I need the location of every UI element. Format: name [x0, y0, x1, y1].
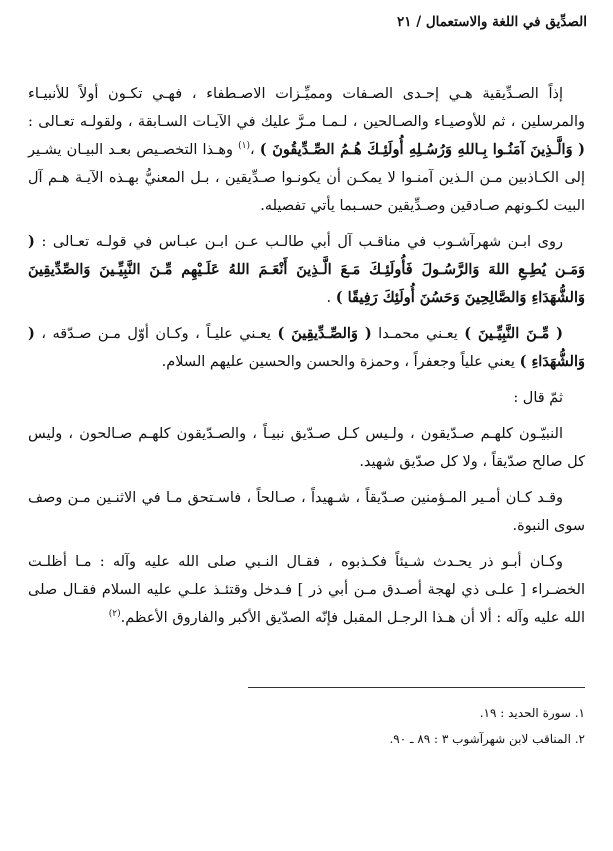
footnote-1: ١. سورة الحديد : ١٩.: [479, 706, 585, 720]
paragraph-2-text-a: روى ابـن شهرآشـوب في مناقـب آل أبي طالـب عـن ابـن عبـاس في قولـه تعـالى :: [34, 234, 563, 250]
footnotes: [28, 700, 585, 752]
paragraph-3-text-c: يعني علياً وجعفراً ، وحمزة والحسن والحسين عليهم السلام.: [161, 354, 520, 370]
paragraph-1: [28, 80, 585, 220]
paragraph-7: [28, 548, 585, 632]
paragraph-3-text-a: يعـني محمـدا: [371, 326, 465, 342]
running-header: الصدِّيق في اللغة والاستعمال / ٢١: [396, 14, 587, 30]
paragraph-5: النبيّـون كلهـم صـدّيقون ، ولـيس كـل صـدّيق نبيـاً ، والصـدّيقون كلهـم صـالحون ، وليس كل صالح صدّيقاً ، ولا كل صدّيق شهيد.: [28, 426, 585, 470]
paragraph-6: وقـد كـان أمـير المـؤمنين صـدّيقاً ، شـهيداً ، صـالحاً ، فاسـتحق مـا في الاثنـين مـن وصف سوى النبوة.: [28, 490, 585, 534]
paragraph-1-text-c: وهـذا التخصـيص بعـد البيـان يشـير إلى الكـاذبين مـن الـذين آمنـوا لا يمكـن أن يكونـوا صـدِّيقين ، بـل المعنيُّ بهـذه الآيـة هـم آل البيت لكـونهم صـادقين وصـدِّيقين حسـبما يأتي تفصيله.: [28, 142, 585, 214]
quran-phrase-martyrs: ( وَالشُّهَدَاءِ ): [28, 325, 585, 370]
footnote-ref-1[interactable]: (١): [238, 141, 251, 152]
quran-phrase-truthful: ( وَالصِّـدِّيقِينَ ): [277, 325, 372, 342]
paragraph-7-text: وكـان أبـو ذر يحـدث شـيئاً فكـذبوه ، فقـال النـبي صلى الله عليه وآله : مـا أظلـت الخضـراء [ علـى ذي لهجة أصـدق مـن أبي ذر ] فـدخل وقتئـذ علـي عليه السلام فقـال صلى الله عليه وآله : ألا أن هـذا الرجـل المقبل فإنّه الصدّيق الأكبر والفاروق الأعظم.: [28, 554, 585, 626]
footnote-ref-2[interactable]: (٢): [108, 609, 121, 620]
main-text: [28, 80, 585, 640]
paragraph-1-text-a: إذاً الصـدِّيقية هـي إحـدى الصـفات ومميِّـزات الاصـطفاء ، فهـي تكـون أولاً للأنبيـاء والمرسلين ، ثم للأوصيـاء والصـالحين ، لـمـا مـرَّ عليك في الآيـات السـابقة ، ولقولـه تعـالى :: [28, 86, 585, 130]
quran-phrase-prophets: ( مِّـنَ النَّبِيِّـينَ ): [464, 325, 563, 342]
paragraph-2: [28, 228, 585, 312]
paragraph-3-text-b: يعـني عليـاً ، وكـان أوّل مـن صـدّقه ،: [34, 326, 278, 342]
quran-verse-2: ( وَمَـن يُطِـعِ اللهَ وَالرَّسُـولَ فَأُولَئِـكَ مَـعَ الَّـذِينَ أَنْعَـمَ اللهُ عَلَـيْهِم مِّـنَ النَّبِيِّـينَ وَالصِّدِّيقِينَ وَالشُّهَدَاءِ وَالصَّالِحِينَ وَحَسُنَ أُولَئِكَ رَفِيقًا ): [28, 233, 585, 306]
quran-verse-1: ( وَالَّـذِينَ آمَنُـوا بِـاللهِ وَرُسُـلِهِ أُولَئِـكَ هُـمُ الصِّـدِّيقُونَ ): [259, 141, 585, 158]
paragraph-3: [28, 320, 585, 376]
paragraph-4: ثمّ قال :: [513, 390, 563, 406]
footnote-separator: [248, 687, 585, 688]
footnote-2: ٢. المناقب لابن شهرآشوب ٣ : ٨٩ ـ ٩٠.: [389, 732, 585, 746]
paragraph-2-text-b: .: [326, 290, 336, 306]
paragraph-1-text-b: ،: [250, 142, 260, 158]
